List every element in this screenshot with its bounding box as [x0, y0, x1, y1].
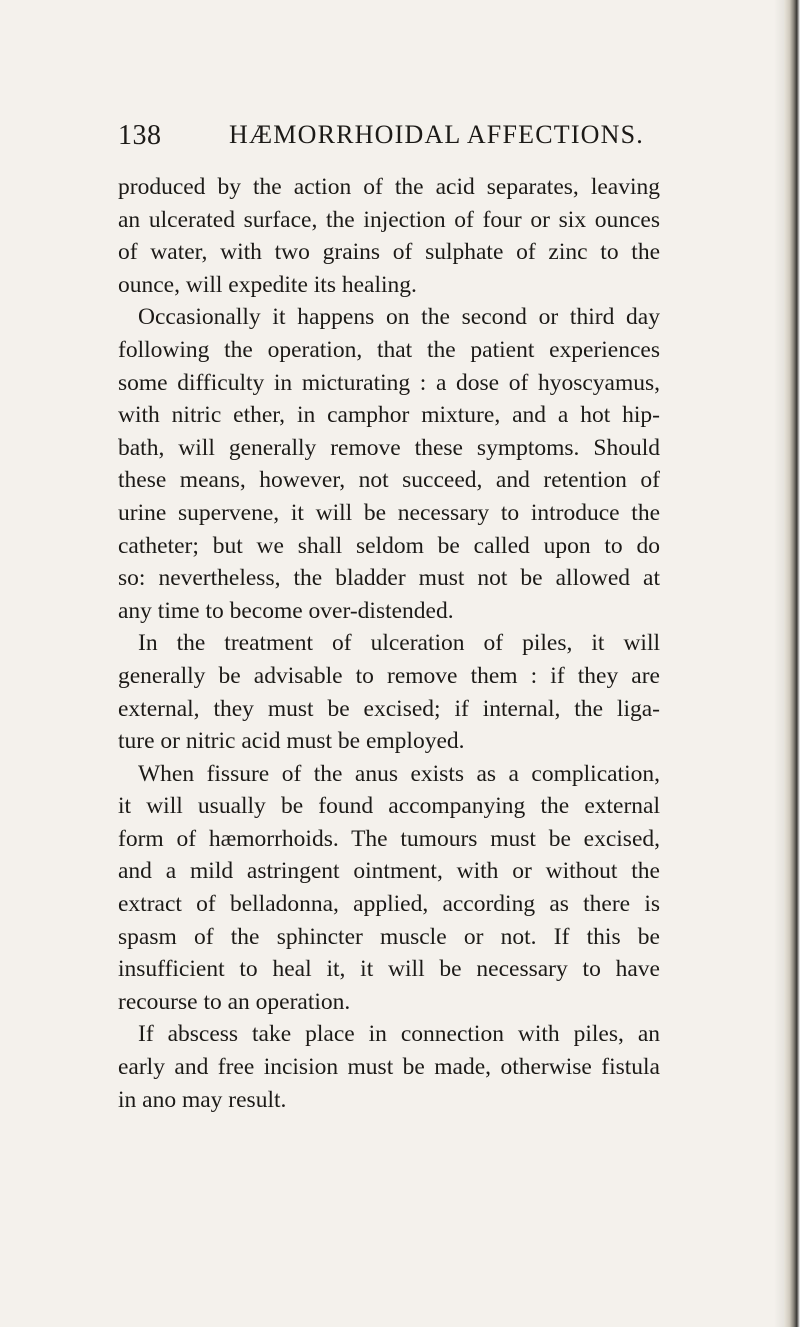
text-line: insufficient to heal it, it will be necessary to have	[118, 956, 660, 983]
body-text	[118, 171, 660, 1116]
text-line: and a mild astringent ointment, with or without the	[118, 858, 660, 885]
text-line: When fissure of the anus exists as a complication,	[138, 760, 660, 787]
text-line: catheter; but we shall seldom be called upon to do	[118, 532, 660, 559]
text-line: in ano may result.	[118, 1086, 287, 1113]
text-line: some difficulty in micturating : a dose of hyoscyamus,	[118, 369, 660, 396]
text-line: ounce, will expedite its healing.	[118, 271, 417, 298]
text-line: form of hæmorrhoids. The tumours must be excised,	[118, 825, 660, 852]
text-line: an ulcerated surface, the injection of four or six ounces	[118, 206, 660, 233]
page-header	[118, 120, 644, 151]
text-line: generally be advisable to remove them : if they are	[118, 662, 660, 689]
text-line: recourse to an operation.	[118, 988, 351, 1015]
text-line: it will usually be found accompanying the external	[118, 793, 660, 820]
text-line: so: nevertheless, the bladder must not be allowed at	[118, 565, 660, 592]
page-edge-shadow	[774, 0, 784, 1327]
text-line: spasm of the sphincter muscle or not. If this be	[118, 923, 660, 950]
text-line: bath, will generally remove these symptoms. Should	[118, 434, 660, 461]
text-line: these means, however, not succeed, and retention of	[118, 467, 660, 494]
text-line: external, they must be excised; if internal, the liga-	[118, 695, 660, 722]
text-line: extract of belladonna, applied, according as there is	[118, 891, 660, 918]
text-line: Occasionally it happens on the second or third day	[138, 304, 660, 331]
text-line: In the treatment of ulceration of piles, it will	[138, 630, 660, 657]
running-title: HÆMORRHOIDAL AFFECTIONS.	[229, 120, 644, 149]
text-line: early and free incision must be made, otherwise fistula	[118, 1054, 660, 1081]
text-line: any time to become over-distended.	[118, 597, 454, 624]
page-number: 138	[118, 120, 162, 151]
text-line: following the operation, that the patient experiences	[118, 336, 660, 363]
text-line: ture or nitric acid must be employed.	[118, 728, 465, 755]
text-line: with nitric ether, in camphor mixture, and a hot hip-	[118, 402, 660, 429]
text-line: If abscess take place in connection with piles, an	[138, 1021, 660, 1048]
text-line: urine supervene, it will be necessary to introduce the	[118, 499, 660, 526]
text-line: of water, with two grains of sulphate of zinc to the	[118, 239, 660, 266]
page-edge	[784, 0, 800, 1327]
text-line: produced by the action of the acid separates, leaving	[118, 174, 660, 200]
